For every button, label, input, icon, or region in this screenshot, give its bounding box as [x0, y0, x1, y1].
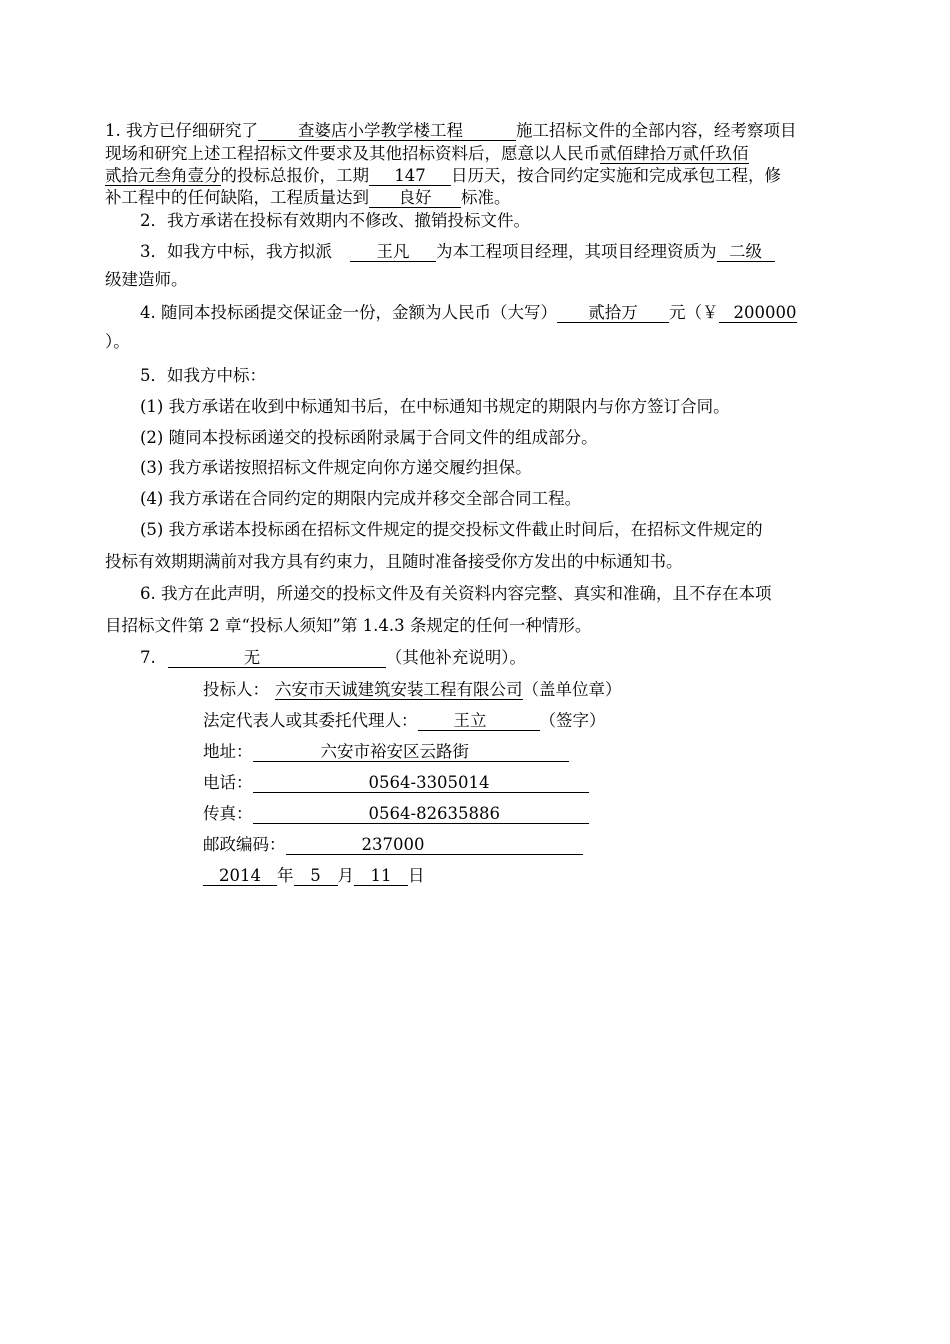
zip-value: 237000 — [361, 835, 425, 854]
p1-text: 补工程中的任何缺陷，工程质量达到 — [105, 188, 369, 207]
p5-item4: (4) 我方承诺在合同约定的期限内完成并移交全部合同工程。 — [140, 489, 582, 508]
date-year: 2014 — [203, 867, 277, 886]
p4-text: 元（￥ — [669, 303, 719, 322]
bidder-line — [203, 680, 622, 700]
p3-line2: 级建造师。 — [105, 270, 188, 289]
address-value: 六安市裕安区云路街 — [320, 742, 469, 761]
p1-line2 — [105, 144, 749, 164]
bidder-note: （盖单位章） — [522, 680, 622, 699]
zip-field — [286, 836, 583, 855]
fax-line — [203, 804, 589, 824]
p5-item5-line2: 投标有效期期满前对我方具有约束力，且随时准备接受你方发出的中标通知书。 — [105, 552, 683, 571]
address-label: 地址： — [203, 742, 253, 761]
p1-text: 1. 我方已仔细研究了 — [105, 121, 258, 140]
deposit-upper-field: 贰拾万 — [557, 304, 669, 323]
tel-value: 0564-3305014 — [368, 773, 490, 792]
p7-number: 7. — [140, 648, 156, 667]
p1-line1 — [105, 121, 797, 141]
bidder-name: 六安市天诚建筑安装工程有限公司 — [275, 680, 523, 699]
representative-line — [203, 711, 606, 731]
p6-line1: 6. 我方在此声明，所递交的投标文件及有关资料内容完整、真实和准确，且不存在本项 — [140, 584, 772, 603]
p7-note: （其他补充说明）。 — [385, 648, 526, 667]
p1-text: 标准。 — [461, 188, 511, 207]
representative-name: 王立 — [453, 711, 487, 730]
tel-line — [203, 773, 589, 793]
p5-item2: (2) 随同本投标函递交的投标函附录属于合同文件的组成部分。 — [140, 428, 598, 447]
zip-line — [203, 835, 583, 855]
p4-line1 — [140, 303, 797, 323]
duration-field: 147 — [369, 167, 451, 186]
price-upper-1: 贰佰肆拾万贰仟玖佰 — [600, 144, 749, 163]
price-upper-2: 贰拾元叁角壹分 — [105, 166, 221, 185]
tel-label: 电话： — [203, 773, 253, 792]
p5-head: 5．如我方中标： — [140, 366, 266, 385]
fax-field — [253, 805, 589, 824]
p2-line: 2．我方承诺在投标有效期内不修改、撤销投标文件。 — [140, 211, 530, 230]
p3-text: 3．如我方中标，我方拟派 — [140, 242, 332, 261]
address-line — [203, 742, 569, 762]
qualification-field: 二级 — [717, 243, 775, 262]
bidder-label: 投标人： — [203, 680, 269, 699]
date-day: 11 — [354, 867, 408, 886]
quality-field: 良好 — [369, 189, 461, 208]
representative-label: 法定代表人或其委托代理人： — [203, 711, 418, 730]
p7-field — [168, 649, 386, 668]
p1-text: 施工招标文件的全部内容，经考察项目 — [516, 121, 797, 140]
fax-label: 传真： — [203, 804, 253, 823]
p1-text: 的投标总报价，工期 — [220, 166, 369, 185]
p5-item5-line1: (5) 我方承诺本投标函在招标文件规定的提交投标文件截止时间后，在招标文件规定的 — [140, 520, 763, 539]
project-name: 查婆店小学教学楼工程 — [298, 121, 463, 140]
date-month: 5 — [294, 867, 338, 886]
tel-field — [253, 774, 589, 793]
p7-line — [140, 648, 526, 668]
p4-text: 4. 随同本投标函提交保证金一份，金额为人民币（大写） — [140, 303, 557, 322]
p3-line1 — [140, 242, 775, 262]
p7-value: 无 — [243, 648, 261, 667]
address-field — [253, 743, 569, 762]
p1-line4 — [105, 188, 511, 208]
representative-field — [418, 712, 540, 731]
fax-value: 0564-82635886 — [368, 804, 501, 823]
p1-text: 现场和研究上述工程招标文件要求及其他招标资料后，愿意以人民币 — [105, 144, 600, 163]
month-label: 月 — [337, 866, 354, 885]
p6-line2: 目招标文件第 2 章“投标人须知”第 1.4.3 条规定的任何一种情形。 — [105, 616, 592, 635]
p3-text: 为本工程项目经理，其项目经理资质为 — [436, 242, 717, 261]
p1-text: 日历天，按合同约定实施和完成承包工程，修 — [451, 166, 781, 185]
day-label: 日 — [408, 866, 425, 885]
p1-line3 — [105, 166, 781, 186]
manager-field: 王凡 — [350, 243, 436, 262]
deposit-number-field: 200000 — [719, 304, 797, 323]
p5-item3: (3) 我方承诺按照招标文件规定向你方递交履约担保。 — [140, 458, 532, 477]
date-line — [203, 866, 425, 886]
representative-note: （签字） — [539, 711, 606, 730]
zip-label: 邮政编码： — [203, 835, 286, 854]
project-name-field — [258, 122, 516, 141]
p5-item1: (1) 我方承诺在收到中标通知书后，在中标通知书规定的期限内与你方签订合同。 — [140, 397, 730, 416]
p4-line2: ）。 — [105, 332, 130, 351]
year-label: 年 — [277, 866, 294, 885]
